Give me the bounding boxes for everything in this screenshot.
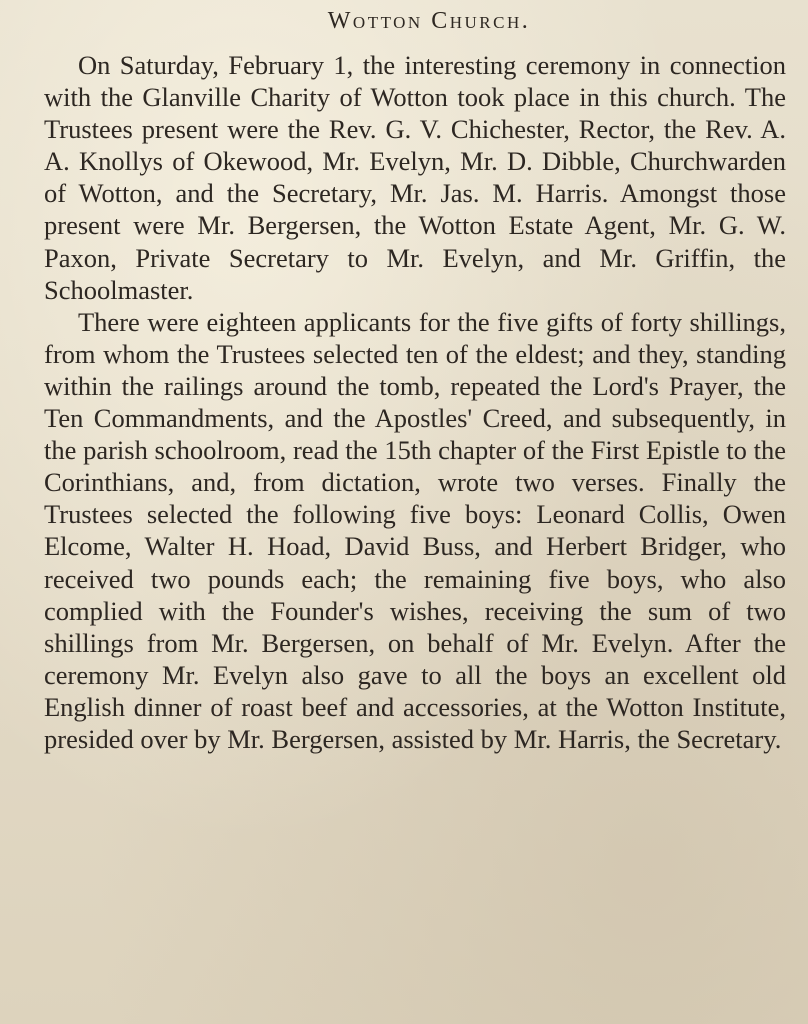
article-paragraph-1: On Saturday, February 1, the interesting ceremony in connection with the Glanville Charity of Wotton took place in this church. The Trustees present were the Rev. G. V. Chichester, Rector, the Rev. A. A. Knollys of Okewood, Mr. Evelyn, Mr. D. Dibble, Churchwarden of Wotton, and the Secretary, Mr. Jas. M. Harris. Amongst those present were Mr. Bergersen, the Wotton Estate Agent, Mr. G. W. Paxon, Private Secretary to Mr. Evelyn, and Mr. Griffin, the Schoolmaster.: [44, 50, 786, 305]
article-body: [44, 49, 786, 755]
article-title: Wotton Church.: [327, 8, 531, 34]
article-paragraph-2: There were eighteen applicants for the five gifts of forty shillings, from whom the Trustees selected ten of the eldest; and they, standing within the railings around the tomb, repeated the Lord's Prayer, the Ten Commandments, and the Apostles' Creed, and subsequently, in the parish schoolroom, read the 15th chapter of the First Epistle to the Corinthians, and, from dictation, wrote two verses. Finally the Trustees selected the following five boys: Leonard Collis, Owen Elcome, Walter H. Hoad, David Buss, and Herbert Bridger, who received two pounds each; the remaining five boys, who also complied with the Founder's wishes, receiving the sum of two shillings from Mr. Bergersen, on behalf of Mr. Evelyn. After the ceremony Mr. Evelyn also gave to all the boys an excellent old English dinner of roast beef and accessories, at the Wotton Institute, presided over by Mr. Bergersen, assisted by Mr. Harris, the Secretary.: [44, 306, 786, 754]
